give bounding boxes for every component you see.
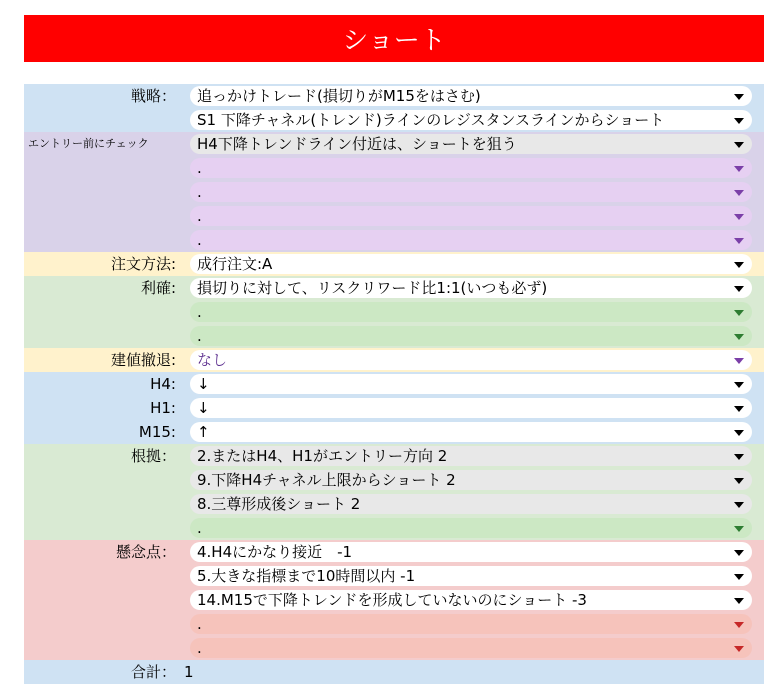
dropdown-select[interactable] (190, 374, 752, 394)
caret-down-icon (734, 142, 744, 148)
dropdown-select[interactable] (190, 398, 752, 418)
row-label (24, 636, 182, 660)
dropdown-select[interactable] (190, 278, 752, 298)
dropdown-select[interactable] (190, 422, 752, 442)
caret-down-icon (734, 262, 744, 268)
row-label (24, 108, 182, 132)
dropdown-select[interactable] (190, 86, 752, 106)
dropdown-value: 成行注文:A (197, 255, 273, 273)
dropdown-value: 9.下降H4チャネル上限からショート 2 (197, 471, 456, 489)
row-label (24, 612, 182, 636)
dropdown-value: なし (197, 351, 228, 369)
row-label: H1: (150, 399, 176, 417)
caret-down-icon (734, 286, 744, 292)
row-label (24, 228, 182, 252)
caret-down-icon (734, 430, 744, 436)
caret-down-icon (734, 214, 744, 220)
dropdown-value: 5.大きな指標まで10時間以内 -1 (197, 567, 416, 585)
form-row (24, 564, 764, 588)
caret-down-icon (734, 454, 744, 460)
dropdown-select[interactable] (190, 590, 752, 610)
form-row (24, 492, 764, 516)
row-label (24, 300, 182, 324)
row-label: エントリー前にチェック (28, 137, 149, 150)
total-value: 1 (184, 663, 194, 681)
form-row (24, 636, 764, 660)
dropdown-value: . (197, 231, 202, 249)
row-label: 建値撤退: (110, 351, 176, 369)
dropdown-value: H4下降トレンドライン付近は、ショートを狙う (197, 135, 517, 153)
form-row (24, 396, 764, 420)
dropdown-value: . (197, 519, 202, 537)
dropdown-value: 4.H4にかなり接近 -1 (197, 543, 353, 561)
dropdown-value: 14.M15で下降トレンドを形成していないのにショート -3 (197, 591, 587, 609)
row-label: 利確: (140, 279, 176, 297)
dropdown-select[interactable] (190, 614, 752, 634)
dropdown-select[interactable] (190, 302, 752, 322)
caret-down-icon (734, 478, 744, 484)
dropdown-select[interactable] (190, 230, 752, 250)
page-title: ショート (24, 15, 764, 62)
dropdown-value: . (197, 639, 202, 657)
row-label: 根拠： (130, 447, 176, 465)
dropdown-select[interactable] (190, 134, 752, 154)
dropdown-select[interactable] (190, 350, 752, 370)
dropdown-value: . (197, 183, 202, 201)
caret-down-icon (734, 550, 744, 556)
row-label (24, 324, 182, 348)
row-label (24, 204, 182, 228)
form-row (24, 612, 764, 636)
caret-down-icon (734, 358, 744, 364)
form-row (24, 348, 764, 372)
form-row (24, 84, 764, 108)
dropdown-value: 8.三尊形成後ショート 2 (197, 495, 361, 513)
form-row (24, 588, 764, 612)
total-label: 合計： (130, 663, 176, 681)
caret-down-icon (734, 166, 744, 172)
row-label (24, 180, 182, 204)
caret-down-icon (734, 310, 744, 316)
caret-down-icon (734, 94, 744, 100)
dropdown-value: . (197, 159, 202, 177)
form-row (24, 180, 764, 204)
form-row (24, 108, 764, 132)
dropdown-value: 2.またはH4、H1がエントリー方向 2 (197, 447, 448, 465)
caret-down-icon (734, 190, 744, 196)
dropdown-select[interactable] (190, 566, 752, 586)
row-label: H4: (150, 375, 176, 393)
dropdown-select[interactable] (190, 542, 752, 562)
row-label: 懸念点： (115, 543, 176, 561)
form-row (24, 468, 764, 492)
caret-down-icon (734, 622, 744, 628)
dropdown-select[interactable] (190, 110, 752, 130)
dropdown-select[interactable] (190, 518, 752, 538)
dropdown-value: 追っかけトレード(損切りがM15をはさむ) (197, 87, 481, 105)
dropdown-select[interactable] (190, 182, 752, 202)
caret-down-icon (734, 118, 744, 124)
form-row (24, 324, 764, 348)
row-label: M15: (138, 423, 176, 441)
caret-down-icon (734, 238, 744, 244)
dropdown-select[interactable] (190, 206, 752, 226)
row-label (24, 516, 182, 540)
dropdown-value: . (197, 615, 202, 633)
form-row (24, 372, 764, 396)
form-row (24, 156, 764, 180)
row-label (24, 492, 182, 516)
form-row (24, 132, 764, 156)
row-label (24, 468, 182, 492)
form-row (24, 252, 764, 276)
dropdown-value: ↓ (197, 399, 210, 417)
caret-down-icon (734, 574, 744, 580)
dropdown-value: . (197, 207, 202, 225)
trade-form (24, 84, 764, 684)
form-row (24, 540, 764, 564)
form-row (24, 300, 764, 324)
dropdown-select[interactable] (190, 638, 752, 658)
caret-down-icon (734, 598, 744, 604)
form-row (24, 228, 764, 252)
caret-down-icon (734, 526, 744, 532)
dropdown-value: . (197, 303, 202, 321)
total-row (24, 660, 764, 684)
dropdown-select[interactable] (190, 158, 752, 178)
dropdown-value: ↓ (197, 375, 210, 393)
caret-down-icon (734, 406, 744, 412)
caret-down-icon (734, 502, 744, 508)
caret-down-icon (734, 382, 744, 388)
caret-down-icon (734, 646, 744, 652)
dropdown-select[interactable] (190, 494, 752, 514)
form-row (24, 444, 764, 468)
form-row (24, 276, 764, 300)
row-label (24, 588, 182, 612)
row-label (24, 156, 182, 180)
dropdown-select[interactable] (190, 470, 752, 490)
dropdown-select[interactable] (190, 254, 752, 274)
dropdown-value: . (197, 327, 202, 345)
dropdown-select[interactable] (190, 326, 752, 346)
form-row (24, 420, 764, 444)
row-label (24, 564, 182, 588)
row-label: 戦略： (130, 87, 176, 105)
dropdown-value: 損切りに対して、リスクリワード比1:1(いつも必ず) (197, 279, 548, 297)
dropdown-select[interactable] (190, 446, 752, 466)
dropdown-value: ↑ (197, 423, 210, 441)
caret-down-icon (734, 334, 744, 340)
form-row (24, 204, 764, 228)
row-label: 注文方法: (110, 255, 176, 273)
form-row (24, 516, 764, 540)
dropdown-value: S1 下降チャネル(トレンド)ラインのレジスタンスラインからショート (197, 111, 665, 129)
